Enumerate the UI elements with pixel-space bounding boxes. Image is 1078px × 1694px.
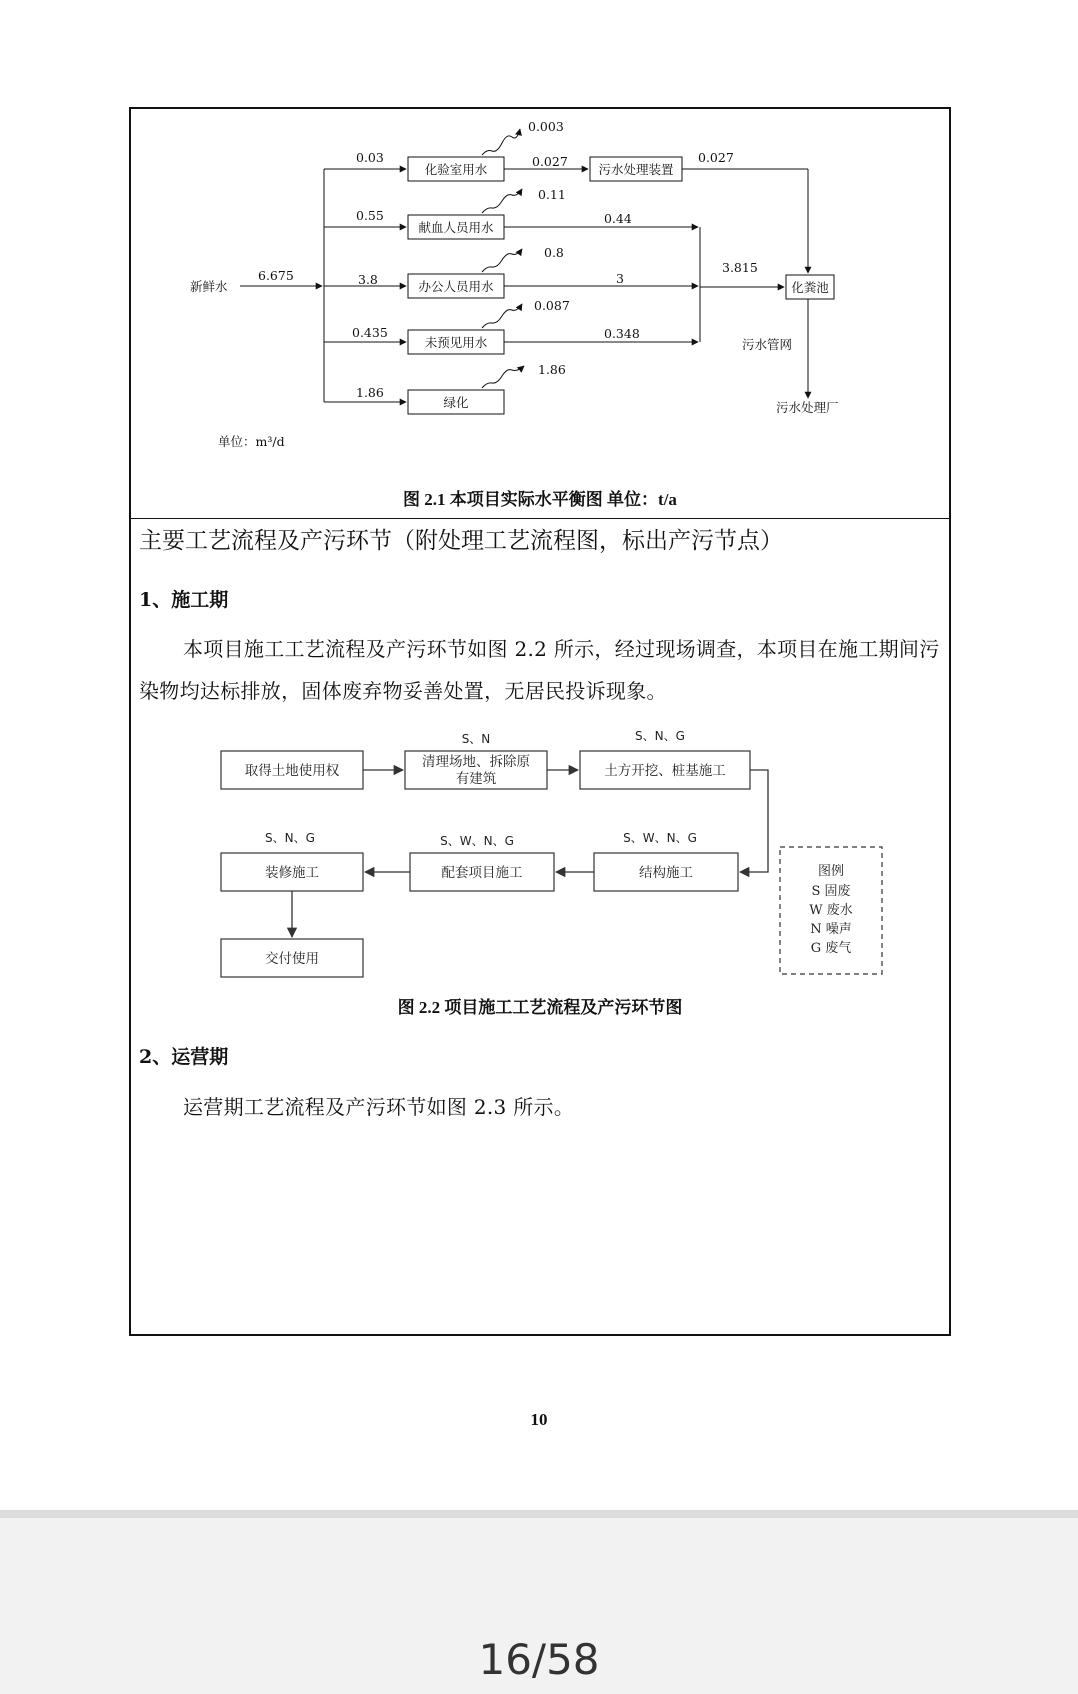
- step-label: 交付使用: [265, 951, 319, 967]
- branch-out-value: 0.348: [604, 326, 640, 341]
- branch-out-value: 0.44: [604, 211, 632, 226]
- branch-loss-value: 0.8: [544, 245, 564, 260]
- branch-loss-value: 0.087: [534, 298, 570, 313]
- figure-2-2-caption: 图 2.2 项目施工工艺流程及产污环节图: [397, 998, 683, 1017]
- branch-out-value: 3: [616, 271, 624, 286]
- figure-2-1-caption: 图 2.1 本项目实际水平衡图 单位：t/a: [403, 490, 677, 509]
- branch-name: 未预见用水: [424, 335, 488, 350]
- branch-loss-value: 0.003: [528, 119, 564, 134]
- fresh-water-label: 新鲜水: [190, 279, 228, 294]
- operation-text: 运营期工艺流程及产污环节如图 2.3 所示。: [183, 1095, 575, 1119]
- pollutant-tag: S、N、G: [635, 729, 685, 743]
- step-label: 配套项目施工: [441, 865, 523, 881]
- page-separator: [0, 1510, 1078, 1518]
- water-balance-diagram: [0, 0, 1078, 480]
- step-label: 土方开挖、桩基施工: [604, 763, 726, 779]
- merge-value: 3.815: [722, 260, 758, 275]
- step-label: 清理场地、拆除原: [422, 754, 530, 770]
- pollutant-tag: S、W、N、G: [623, 831, 697, 845]
- sewer-network-label: 污水管网: [742, 337, 793, 352]
- step-label: 有建筑: [455, 771, 497, 787]
- treatment-device-label: 污水处理装置: [598, 162, 674, 177]
- fresh-total-value: 6.675: [258, 268, 294, 283]
- branch-out-value: 0.027: [532, 154, 568, 169]
- septic-tank-label: 化粪池: [791, 280, 829, 295]
- branch-in-value: 0.55: [356, 208, 384, 223]
- branch-name: 绿化: [443, 395, 469, 410]
- section-heading: 主要工艺流程及产污环节（附处理工艺流程图，标出产污节点）: [139, 528, 783, 554]
- construction-title: 1、施工期: [139, 589, 229, 611]
- treatment-out-value: 0.027: [698, 150, 734, 165]
- construction-flow-diagram: [0, 720, 1078, 990]
- construction-text: 本项目施工工艺流程及产污环节如图 2.2 所示，经过现场调查，本项目在施工期间污染物均达标排放，固体废弃物妥善处置，无居民投诉现象。: [139, 637, 940, 703]
- branch-in-value: 3.8: [358, 272, 378, 287]
- branch-loss-value: 0.11: [538, 187, 566, 202]
- branch-in-value: 0.435: [352, 325, 388, 340]
- page-counter: 16/58: [478, 1635, 600, 1684]
- legend-title: 图例: [817, 864, 845, 879]
- sewage-plant-label: 污水处理厂: [776, 400, 839, 415]
- legend-item: N 噪声: [810, 922, 852, 937]
- legend-item: W 废水: [809, 903, 853, 918]
- branch-in-value: 1.86: [356, 385, 384, 400]
- pollutant-tag: S、N、G: [265, 831, 315, 845]
- legend-item: S 固废: [811, 884, 851, 899]
- step-label: 取得土地使用权: [244, 763, 340, 779]
- legend-item: G 废气: [810, 941, 852, 956]
- pollutant-tag: S、N: [461, 732, 491, 746]
- page-number: 10: [530, 1410, 548, 1429]
- branch-name: 办公人员用水: [418, 279, 494, 294]
- step-label: 装修施工: [265, 865, 319, 881]
- branch-name: 化验室用水: [424, 162, 488, 177]
- table-row-divider: [129, 518, 951, 519]
- step-label: 结构施工: [639, 865, 693, 881]
- branch-in-value: 0.03: [356, 150, 384, 165]
- branch-loss-value: 1.86: [538, 362, 566, 377]
- branch-name: 献血人员用水: [418, 220, 494, 235]
- operation-title: 2、运营期: [139, 1046, 229, 1068]
- unit-label: 单位：m³/d: [218, 434, 285, 449]
- pollutant-tag: S、W、N、G: [440, 834, 514, 848]
